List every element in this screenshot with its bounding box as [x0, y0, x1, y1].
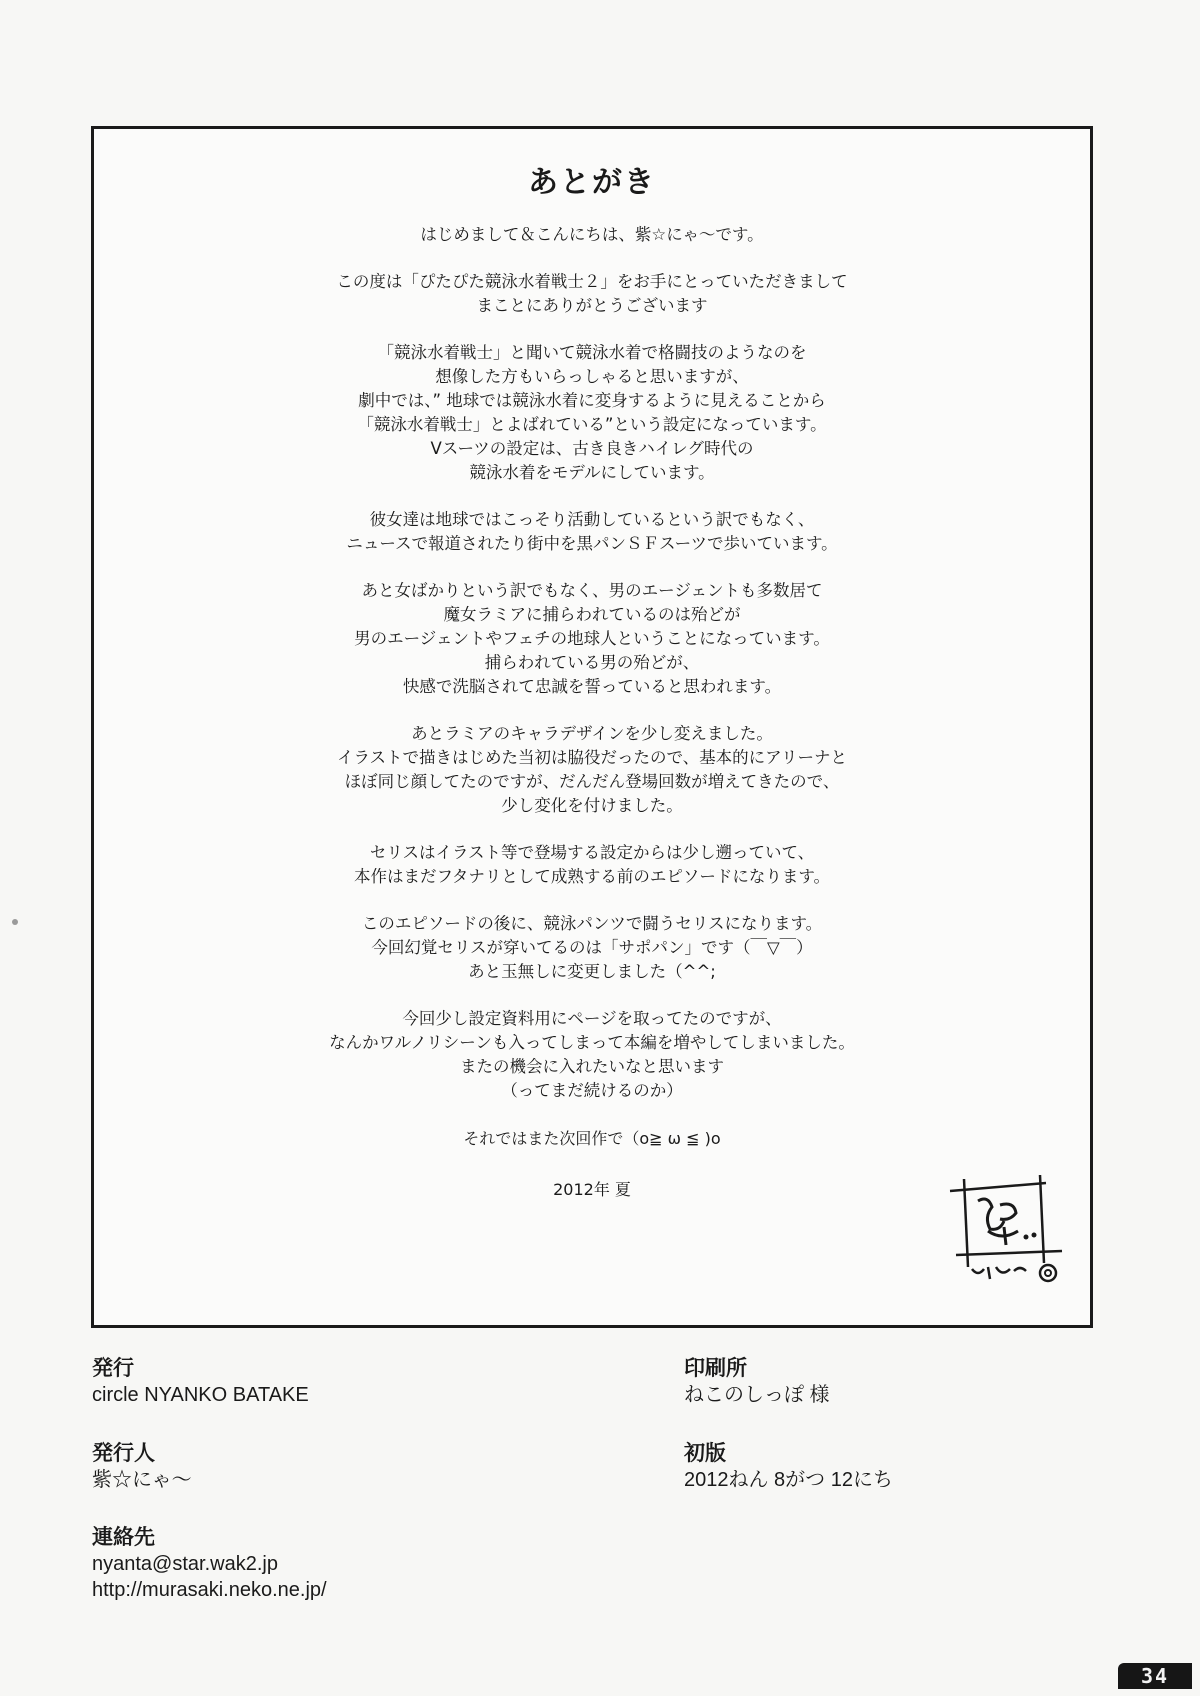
afterword-line: この度は「ぴたぴた競泳水着戦士２」をお手にとっていただきまして [336, 272, 848, 291]
afterword-line: 本作はまだフタナリとして成熟する前のエピソードになります。 [353, 867, 831, 886]
contact-label: 連絡先 [92, 1526, 155, 1549]
colophon-publisher [92, 1356, 309, 1408]
afterword-body [94, 223, 1090, 1126]
publisher-value: circle NYANKO BATAKE [92, 1384, 309, 1406]
colophon-printer [684, 1356, 830, 1408]
first-edition-label: 初版 [684, 1442, 726, 1465]
contact-email[interactable]: nyanta@star.wak2.jp [92, 1553, 278, 1575]
afterword-paragraph [94, 579, 1090, 699]
afterword-line: あとラミアのキャラデザインを少し変えました。 [411, 724, 773, 743]
afterword-line: ほぼ同じ顔してたのですが、だんだん登場回数が増えてきたので、 [344, 772, 840, 791]
author-signature-drawing [944, 1171, 1064, 1291]
issuer-value: 紫☆にゃ～ [92, 1469, 192, 1491]
afterword-paragraph [94, 1007, 1090, 1103]
afterword-closing [94, 1127, 1090, 1151]
afterword-line: なんかワルノリシーンも入ってしまって本編を増やしてしまいました。 [329, 1033, 855, 1052]
afterword-line: 「競泳水着戦士」と聞いて競泳水着で格闘技のようなのを [377, 343, 807, 362]
afterword-line: まことにありがとうございます [476, 296, 708, 315]
afterword-title: あとがき [528, 165, 656, 200]
afterword-paragraph [94, 223, 1090, 247]
afterword-paragraph [94, 722, 1090, 818]
closing-line: それではまた次回作で（o≧ ω ≦ )o [463, 1129, 721, 1148]
afterword-line: 捕らわれている男の殆どが、 [484, 653, 700, 672]
afterword-date: 2012年 夏 [553, 1180, 631, 1199]
afterword-box [91, 126, 1093, 1328]
afterword-paragraph [94, 912, 1090, 984]
afterword-line: 「競泳水着戦士」とよばれている”という設定になっています。 [357, 415, 827, 434]
afterword-line: 男のエージェントやフェチの地球人ということになっています。 [354, 629, 830, 648]
afterword-line: （ってまだ続けるのか） [501, 1081, 683, 1100]
afterword-line: このエピソードの後に、競泳パンツで闘うセリスになります。 [361, 914, 823, 933]
contact-url[interactable]: http://murasaki.neko.ne.jp/ [92, 1579, 327, 1601]
afterword-line: 競泳水着をモデルにしています。 [469, 463, 715, 482]
afterword-line: はじめまして＆こんにちは、紫☆にゃ～です。 [420, 225, 764, 244]
afterword-line: セリスはイラスト等で登場する設定からは少し遡っていて、 [369, 843, 815, 862]
afterword-line: 少し変化を付けました。 [501, 796, 683, 815]
page-number-tab: 34 [1118, 1663, 1192, 1689]
afterword-line: 魔女ラミアに捕らわれているのは殆どが [443, 605, 741, 624]
colophon-contact [92, 1525, 327, 1603]
afterword-paragraph [94, 508, 1090, 556]
afterword-line: 劇中では、” 地球では競泳水着に変身するように見えることから [358, 391, 826, 410]
afterword-paragraph [94, 270, 1090, 318]
first-edition-value: 2012ねん 8がつ 12にち [684, 1469, 893, 1491]
afterword-line: ニュースで報道されたり街中を黒パンＳＦスーツで歩いています。 [346, 534, 838, 553]
colophon-first-edition [684, 1441, 893, 1493]
afterword-line: 快感で洗脳されて忠誠を誓っていると思われます。 [402, 677, 782, 696]
publisher-label: 発行 [92, 1357, 134, 1380]
printer-label: 印刷所 [684, 1357, 747, 1380]
issuer-label: 発行人 [92, 1442, 155, 1465]
afterword-line: あと女ばかりという訳でもなく、男のエージェントも多数居て [361, 581, 823, 600]
afterword-line: 想像した方もいらっしゃると思いますが、 [435, 367, 749, 386]
printer-value: ねこのしっぽ 様 [684, 1384, 830, 1406]
afterword-line: 今回少し設定資料用にページを取ってたのですが、 [402, 1009, 782, 1028]
afterword-line: Vスーツの設定は、古き良きハイレグ時代の [430, 439, 754, 458]
afterword-line: あと玉無しに変更しました（^^; [468, 962, 716, 981]
paper-speck [12, 919, 18, 925]
afterword-line: 今回幻覚セリスが穿いてるのは「サポパン」です（￣▽￣） [371, 938, 813, 957]
afterword-line: 彼女達は地球ではこっそり活動しているという訳でもなく、 [369, 510, 815, 529]
colophon-issuer [92, 1441, 192, 1493]
afterword-paragraph [94, 841, 1090, 889]
afterword-paragraph [94, 341, 1090, 485]
afterword-line: またの機会に入れたいなと思います [460, 1057, 724, 1076]
afterword-line: イラストで描きはじめた当初は脇役だったので、基本的にアリーナと [336, 748, 847, 767]
